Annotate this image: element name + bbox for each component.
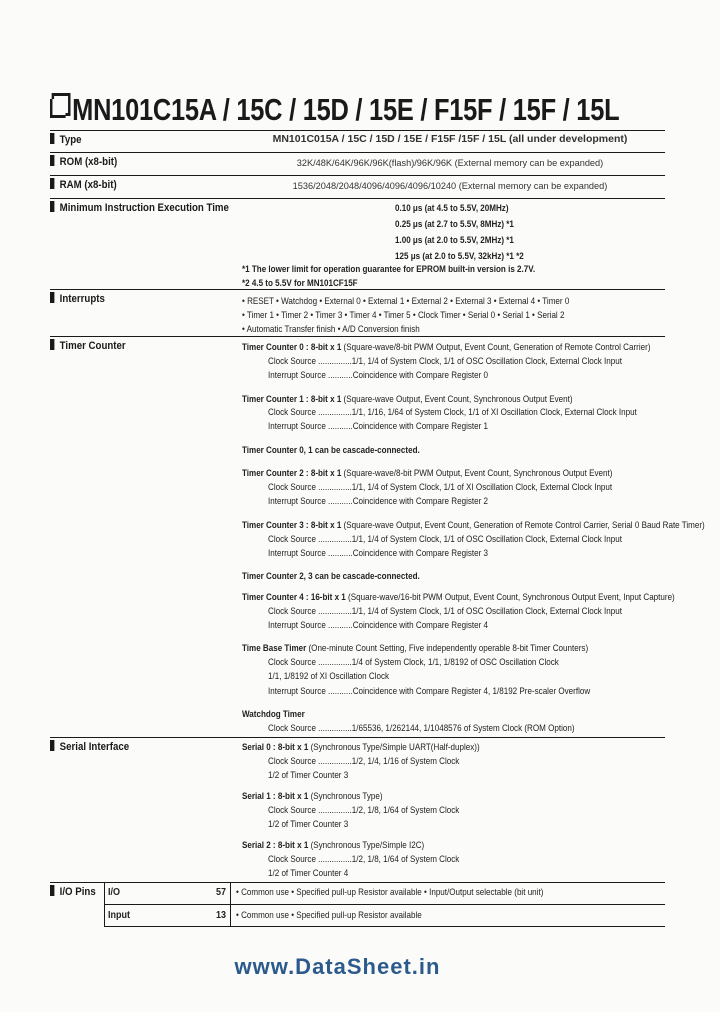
timer-detail: Interrupt Source ...........Coincidence with Compare Register 2 (268, 495, 489, 506)
timer-detail: Interrupt Source ...........Coincidence with Compare Register 4 (268, 619, 489, 630)
divider (50, 175, 665, 176)
serial-detail: 1/2 of Timer Counter 3 (268, 769, 349, 780)
timer-head: Timer Counter 2 : 8-bit x 1 (Square-wave/8-bit PWM Output, Event Count, Synchronous Output Event) (242, 467, 613, 478)
min-time-line: 0.10 μs (at 4.5 to 5.5V, 20MHz) (395, 202, 509, 213)
divider (50, 882, 665, 883)
checkbox-square-icon (50, 99, 66, 118)
timer-head: Time Base Timer (One-minute Count Setting, Five independently operable 8-bit Timer Counters) (242, 642, 589, 653)
io-count: 13 (216, 909, 227, 921)
serial-detail: Clock Source ...............1/2, 1/8, 1/64 of System Clock (268, 853, 460, 864)
label-rom: ROM (x8-bit) (50, 155, 117, 168)
label-ram: RAM (x8-bit) (50, 178, 117, 191)
timer-detail: Interrupt Source ...........Coincidence with Compare Register 3 (268, 547, 489, 558)
timer-head: Timer Counter 3 : 8-bit x 1 (Square-wave Output, Event Count, Generation of Remote Control Carrier, Serial 0 Baud Rate Timer) (242, 519, 705, 530)
timer-detail: Interrupt Source ...........Coincidence with Compare Register 0 (268, 369, 489, 380)
ram-value: 1536/2048/2048/4096/4096/4096/10240 (External memory can be expanded) (292, 181, 608, 191)
timer-detail: 1/1, 1/8192 of XI Oscillation Clock (268, 670, 390, 681)
timer-detail: Clock Source ...............1/1, 1/16, 1/64 of System Clock, 1/1 of XI Oscillation Clock, External Clock Input (268, 406, 637, 417)
serial-head: Serial 2 : 8-bit x 1 (Synchronous Type/Simple I2C) (242, 839, 425, 850)
timer-detail: Clock Source ...............1/1, 1/4 of System Clock, 1/1 of OSC Oscillation Clock, External Clock Input (268, 605, 622, 616)
serial-detail: 1/2 of Timer Counter 4 (268, 867, 349, 878)
label-interrupts: Interrupts (50, 292, 105, 305)
label-serial-interface: Serial Interface (50, 740, 129, 753)
label-min-time: Minimum Instruction Execution Time (50, 201, 229, 214)
timer-detail: Clock Source ...............1/1, 1/4 of System Clock, 1/1 of OSC Oscillation Clock, External Clock Input (268, 355, 622, 366)
page-title: MN101C15A / 15C / 15D / 15E / F15F / 15F / 15L (50, 92, 619, 128)
io-desc: • Common use • Specified pull-up Resistor available • Input/Output selectable (bit unit) (236, 886, 544, 897)
serial-detail: Clock Source ...............1/2, 1/8, 1/64 of System Clock (268, 804, 460, 815)
label-type: Type (50, 133, 82, 146)
divider (50, 198, 665, 199)
type-value: MN101C015A / 15C / 15D / 15E / F15F /15F / 15L (all under development) (272, 133, 628, 145)
serial-detail: 1/2 of Timer Counter 3 (268, 818, 349, 829)
timer-head: Timer Counter 4 : 16-bit x 1 (Square-wave/16-bit PWM Output, Event Count, Synchronous Output Event, Input Capture) (242, 591, 675, 602)
watermark-link[interactable]: www.DataSheet.in (234, 954, 441, 979)
label-io-pins: I/O Pins (50, 885, 96, 898)
timer-detail: Clock Source ...............1/4 of System Clock, 1/1, 1/8192 of OSC Oscillation Clock (268, 656, 559, 667)
rom-value: 32K/48K/64K/96K/96K(flash)/96K/96K (External memory can be expanded) (296, 158, 604, 168)
timer-head: Watchdog Timer (242, 708, 305, 719)
min-time-note: *1 The lower limit for operation guarantee for EPROM built-in version is 2.7V. (242, 263, 536, 274)
interrupt-line: • Automatic Transfer finish • A/D Conversion finish (242, 323, 420, 334)
min-time-line: 125 μs (at 2.0 to 5.5V, 32kHz) *1 *2 (395, 250, 524, 261)
interrupt-line: • Timer 1 • Timer 2 • Timer 3 • Timer 4 • Timer 5 • Clock Timer • Serial 0 • Serial 1 • Serial 2 (242, 309, 565, 320)
timer-note: Timer Counter 2, 3 can be cascade-connected. (242, 570, 420, 581)
serial-detail: Clock Source ...............1/2, 1/4, 1/16 of System Clock (268, 755, 460, 766)
divider (50, 130, 665, 131)
label-timer-counter: Timer Counter (50, 339, 126, 352)
timer-detail: Interrupt Source ...........Coincidence with Compare Register 1 (268, 420, 489, 431)
timer-detail: Interrupt Source ...........Coincidence with Compare Register 4, 1/8192 Pre-scaler Overflow (268, 685, 591, 696)
serial-head: Serial 1 : 8-bit x 1 (Synchronous Type) (242, 790, 383, 801)
divider (50, 152, 665, 153)
io-name: Input (108, 909, 131, 921)
io-count: 57 (216, 886, 227, 898)
serial-head: Serial 0 : 8-bit x 1 (Synchronous Type/Simple UART(Half-duplex)) (242, 741, 480, 752)
divider (50, 289, 665, 290)
divider (50, 737, 665, 738)
divider (50, 336, 665, 337)
timer-head: Timer Counter 0 : 8-bit x 1 (Square-wave/8-bit PWM Output, Event Count, Generation of Remote Control Carrier) (242, 341, 651, 352)
interrupt-line: • RESET • Watchdog • External 0 • External 1 • External 2 • External 3 • External 4 • Timer 0 (242, 295, 570, 306)
io-name: I/O (108, 886, 121, 898)
timer-detail: Clock Source ...............1/65536, 1/262144, 1/1048576 of System Clock (ROM Option) (268, 722, 575, 733)
timer-head: Timer Counter 1 : 8-bit x 1 (Square-wave Output, Event Count, Synchronous Output Event) (242, 393, 573, 404)
min-time-line: 1.00 μs (at 2.0 to 5.5V, 2MHz) *1 (395, 234, 514, 245)
io-desc: • Common use • Specified pull-up Resistor available (236, 909, 422, 920)
min-time-note: *2 4.5 to 5.5V for MN101CF15F (242, 277, 358, 288)
timer-detail: Clock Source ...............1/1, 1/4 of System Clock, 1/1 of XI Oscillation Clock, External Clock Input (268, 481, 613, 492)
min-time-line: 0.25 μs (at 2.7 to 5.5V, 8MHz) *1 (395, 218, 514, 229)
timer-detail: Clock Source ...............1/1, 1/4 of System Clock, 1/1 of OSC Oscillation Clock, External Clock Input (268, 533, 622, 544)
divider (104, 904, 665, 905)
divider (104, 926, 665, 927)
timer-note: Timer Counter 0, 1 can be cascade-connected. (242, 444, 420, 455)
